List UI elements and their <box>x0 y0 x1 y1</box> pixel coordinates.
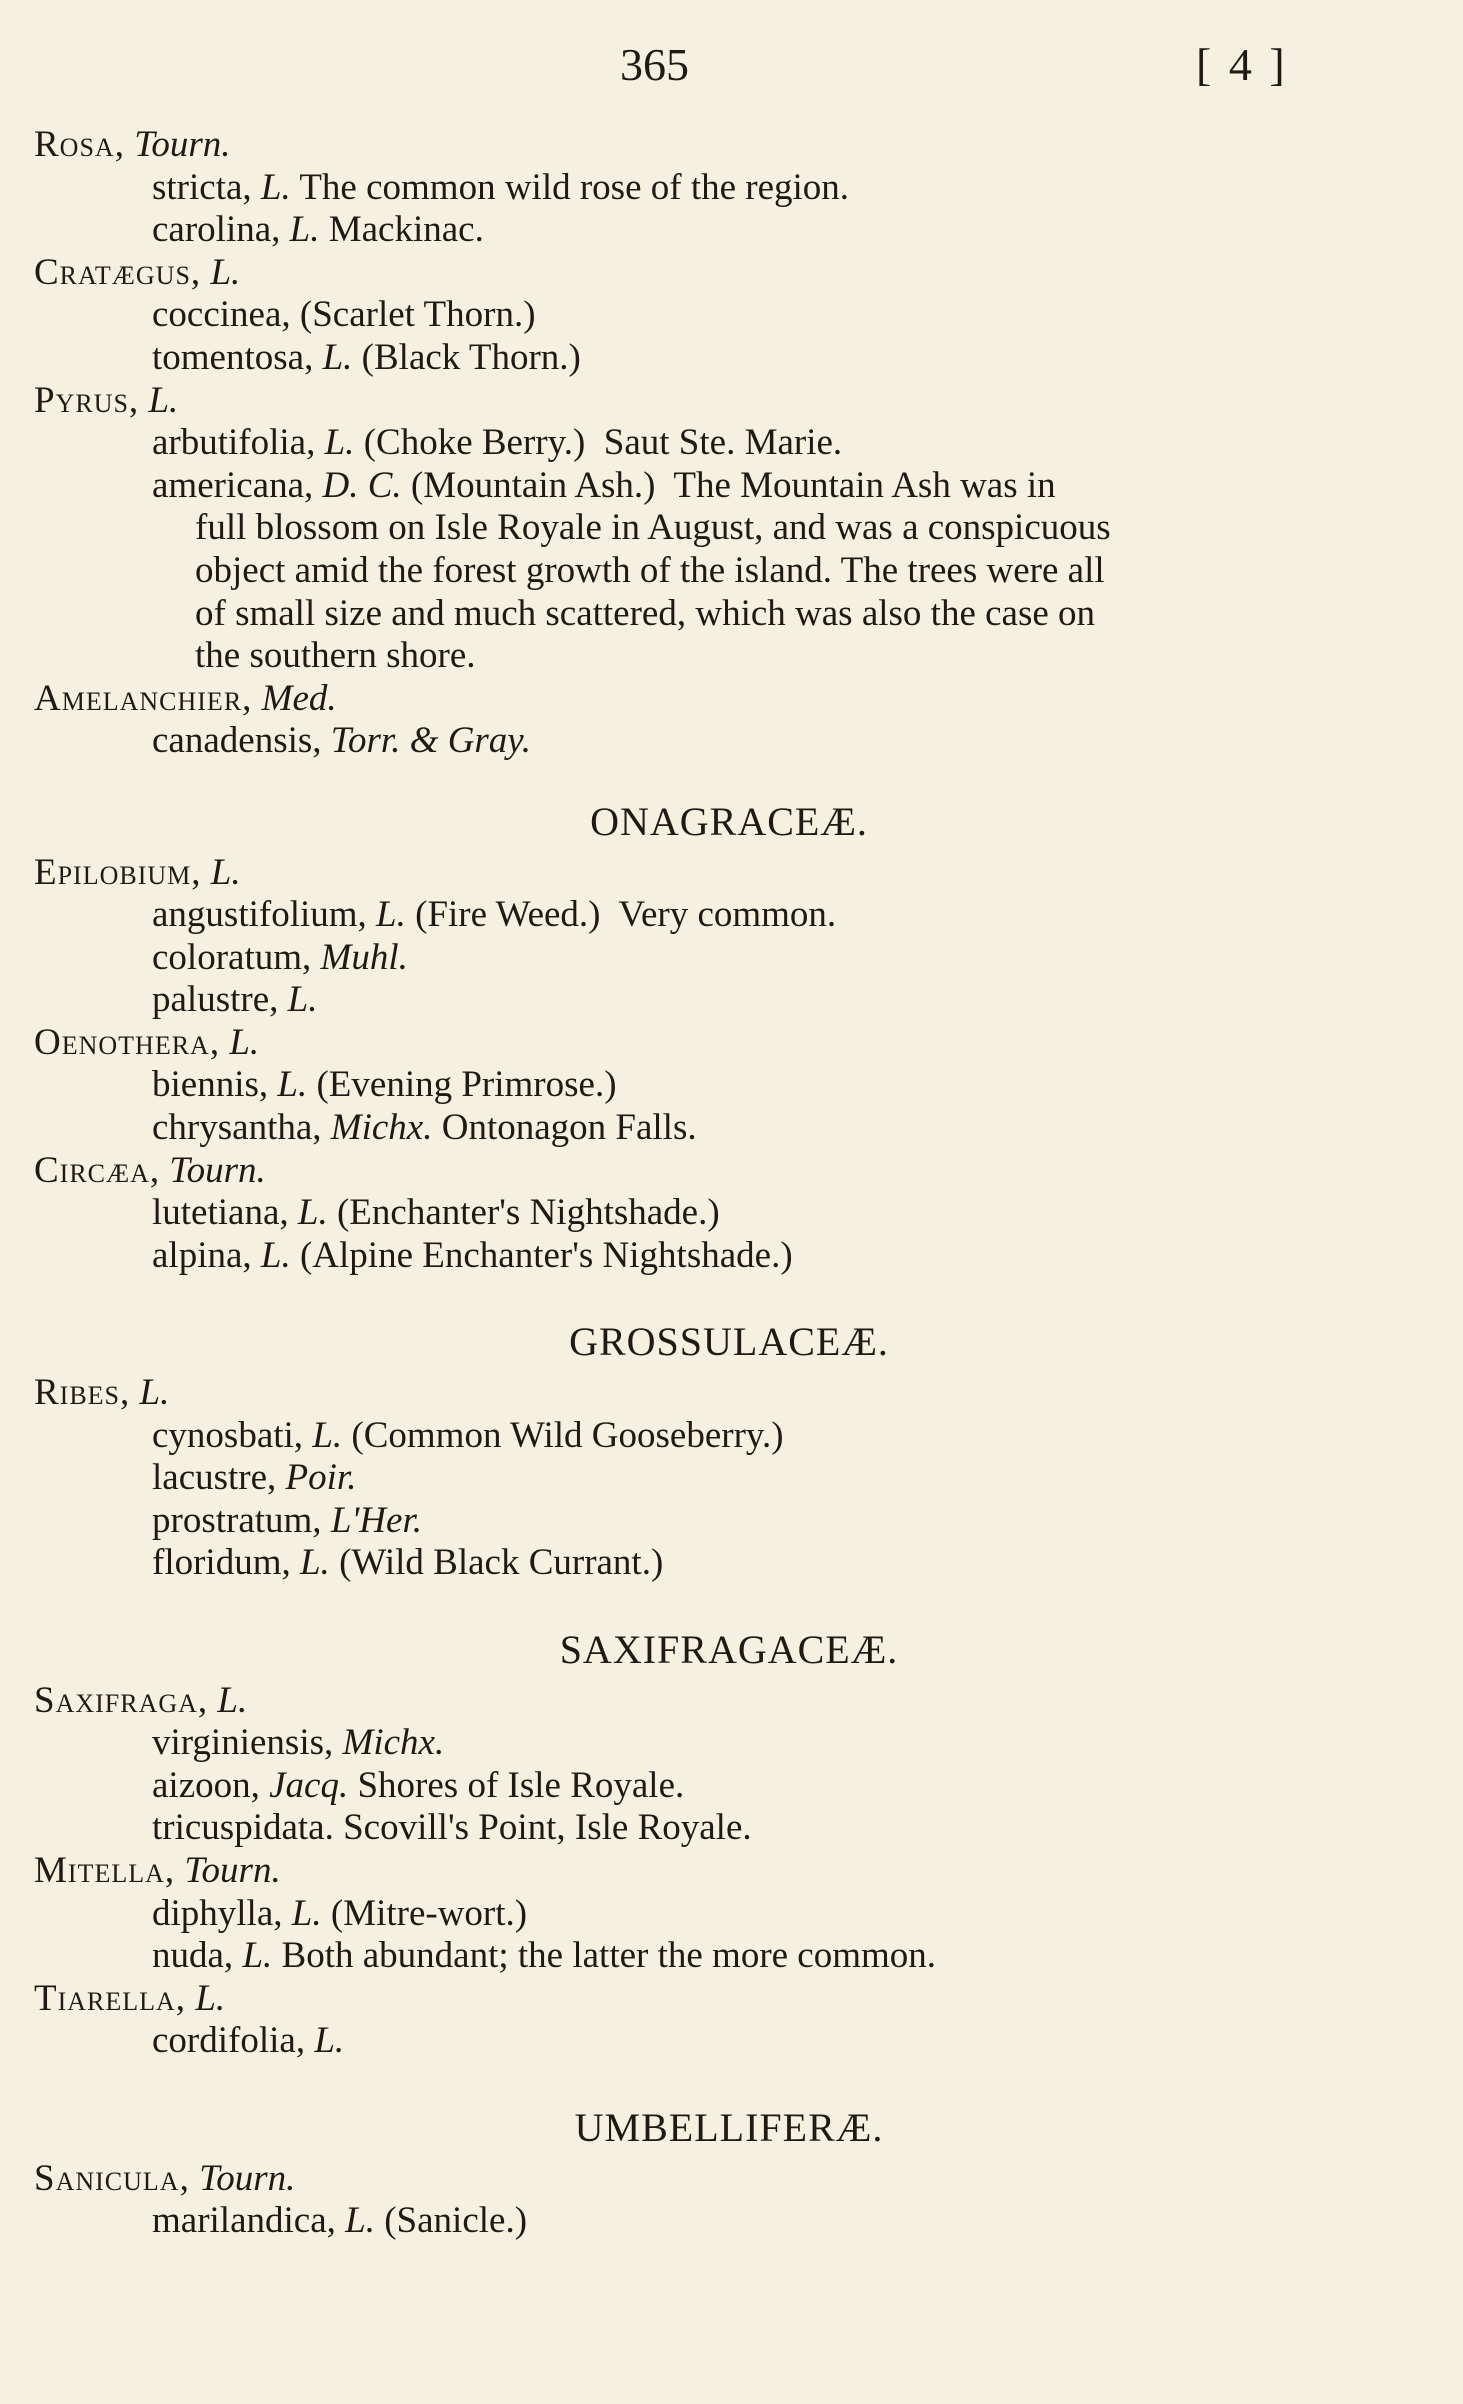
authority: L. <box>299 1542 330 1584</box>
species-note: (Fire Weed.) Very common. <box>415 894 837 936</box>
authority: L. <box>229 1021 260 1063</box>
genus-name: Pyrus, <box>34 379 140 421</box>
authority: L. <box>242 1935 273 1977</box>
authority: Jacq. <box>269 1764 349 1806</box>
authority: L. <box>277 1064 308 1106</box>
species-entry <box>152 2200 1424 2243</box>
species-entry <box>152 1415 1424 1458</box>
description-continuation: full blossom on Isle Royale in August, and was a conspicuous <box>195 507 1111 549</box>
species-entry <box>152 1192 1424 1235</box>
species-note: Shores of Isle Royale. <box>357 1764 685 1806</box>
authority: Med. <box>261 677 337 719</box>
spacer <box>34 1672 1424 1680</box>
genus-entry <box>34 1372 1424 1415</box>
family-heading: SAXIFRAGACEÆ. <box>559 1627 899 1672</box>
species-name: nuda, <box>152 1935 234 1977</box>
authority: L. <box>297 1192 328 1234</box>
species-entry <box>152 979 1424 1022</box>
authority: L'Her. <box>330 1499 422 1541</box>
genus-name: Mitella, <box>34 1849 176 1891</box>
species-entry <box>152 465 1424 508</box>
page-number: 365 <box>620 39 689 90</box>
species-note: (Choke Berry.) Saut Ste. Marie. <box>363 422 843 464</box>
authority: L. <box>324 422 355 464</box>
spacer <box>34 1364 1424 1372</box>
species-name: alpina, <box>152 1234 252 1276</box>
species-entry <box>152 1542 1424 1585</box>
species-name: coloratum, <box>152 936 312 978</box>
species-entry <box>152 167 1424 210</box>
genus-entry <box>34 1850 1424 1893</box>
genus-name: Sanicula, <box>34 2157 190 2199</box>
species-entry <box>152 1235 1424 1278</box>
species-note: (Mountain Ash.) The Mountain Ash was in <box>410 464 1056 506</box>
species-note: Both abundant; the latter the more common. <box>281 1935 937 1977</box>
genus-name: Tiarella, <box>34 1977 187 2019</box>
species-note: (Wild Black Currant.) <box>339 1542 664 1584</box>
spacer <box>34 2063 1424 2107</box>
authority: L. <box>260 1234 291 1276</box>
genus-name: Cratægus, <box>34 251 202 293</box>
species-entry <box>152 1457 1424 1500</box>
species-name: floridum, <box>152 1542 291 1584</box>
genus-entry <box>34 124 1424 167</box>
species-name: cordifolia, <box>152 2020 306 2062</box>
species-note: (Enchanter's Nightshade.) <box>336 1192 720 1234</box>
species-name: cynosbati, <box>152 1414 304 1456</box>
authority: Torr. & Gray. <box>330 720 531 762</box>
authority: Tourn. <box>184 1849 281 1891</box>
genus-name: Circæa, <box>34 1149 161 1191</box>
authority: L. <box>210 251 241 293</box>
authority: L. <box>291 1892 322 1934</box>
authority: L. <box>345 2200 375 2242</box>
species-entry <box>152 294 1424 337</box>
species-note: (Scarlet Thorn.) <box>299 294 536 336</box>
species-entry <box>152 209 1424 252</box>
species-name: lacustre, <box>152 1457 277 1499</box>
genus-entry <box>34 2158 1424 2201</box>
species-name: canadensis, <box>152 720 322 762</box>
species-entry <box>152 2020 1424 2063</box>
authority: L. <box>210 851 241 893</box>
authority: L. <box>139 1372 170 1414</box>
genus-entry <box>34 1022 1424 1065</box>
genus-name: Amelanchier, <box>34 677 253 719</box>
species-entry <box>152 1765 1424 1808</box>
species-name: lutetiana, <box>152 1192 289 1234</box>
species-entry <box>152 422 1424 465</box>
genus-name: Saxifraga, <box>34 1679 209 1721</box>
species-note: The common wild rose of the region. <box>299 166 850 208</box>
spacer <box>34 1585 1424 1629</box>
species-name: angustifolium, <box>152 894 367 936</box>
species-name: americana, <box>152 464 314 506</box>
species-note: (Alpine Enchanter's Nightshade.) <box>299 1234 793 1276</box>
authority: Tourn. <box>134 124 231 165</box>
species-entry <box>152 720 1424 763</box>
authority: L. <box>260 166 291 208</box>
genus-entry <box>34 1978 1424 2021</box>
genus-entry <box>34 1680 1424 1723</box>
species-name: tomentosa, <box>152 336 314 378</box>
authority: Michx. <box>342 1722 445 1764</box>
family-heading: UMBELLIFERÆ. <box>574 2104 884 2150</box>
authority: L. <box>195 1977 226 2019</box>
genus-entry <box>34 678 1424 721</box>
species-entry <box>152 1064 1424 1107</box>
species-name: biennis, <box>152 1064 269 1106</box>
species-name: aizoon, <box>152 1764 260 1806</box>
genus-entry <box>34 252 1424 295</box>
species-name: carolina, <box>152 209 281 251</box>
species-note: (Sanicle.) <box>384 2200 528 2242</box>
genus-name: Rosa, <box>34 124 125 165</box>
species-name: tricuspidata. <box>152 1807 334 1849</box>
authority: Muhl. <box>320 936 408 978</box>
spacer <box>34 763 1424 801</box>
description-continuation: of small size and much scattered, which was also the case on <box>195 592 1096 634</box>
species-name: arbutifolia, <box>152 422 316 464</box>
species-name: prostratum, <box>152 1499 322 1541</box>
authority: L. <box>217 1679 248 1721</box>
description-continuation: the southern shore. <box>195 635 476 677</box>
species-note: Ontonagon Falls. <box>441 1107 697 1149</box>
authority: Michx. <box>330 1107 433 1149</box>
species-entry <box>152 1893 1424 1936</box>
species-name: stricta, <box>152 166 252 208</box>
species-note: (Common Wild Gooseberry.) <box>351 1414 784 1456</box>
genus-entry <box>34 1150 1424 1193</box>
authority: L. <box>314 2020 345 2062</box>
section-number: [ 4 ] <box>1196 39 1288 90</box>
species-entry <box>152 937 1424 980</box>
spacer <box>34 1277 1424 1321</box>
species-entry <box>152 894 1424 937</box>
species-name: coccinea, <box>152 294 291 336</box>
description-continuation: object amid the forest growth of the island. The trees were all <box>195 549 1105 591</box>
authority: D. C. <box>322 464 402 506</box>
species-list <box>34 124 1424 2243</box>
family-heading: GROSSULACEÆ. <box>569 1319 889 1365</box>
family-heading: ONAGRACEÆ. <box>590 798 868 844</box>
authority: Poir. <box>285 1457 357 1499</box>
genus-name: Oenothera, <box>34 1021 221 1063</box>
authority: L. <box>312 1414 343 1456</box>
species-entry <box>152 1722 1424 1765</box>
genus-name: Ribes, <box>34 1372 131 1414</box>
authority: L. <box>289 209 320 251</box>
authority: Tourn. <box>199 2157 296 2199</box>
species-note: (Mitre-wort.) <box>330 1892 528 1934</box>
authority: L. <box>287 979 318 1021</box>
authority: L. <box>148 379 179 421</box>
spacer <box>34 2150 1424 2158</box>
genus-entry <box>34 852 1424 895</box>
species-note: (Black Thorn.) <box>361 336 581 378</box>
genus-name: Epilobium, <box>34 851 202 893</box>
species-name: marilandica, <box>152 2200 336 2242</box>
species-note: Mackinac. <box>328 209 484 251</box>
species-entry <box>152 1807 1424 1850</box>
species-entry <box>152 337 1424 380</box>
species-name: palustre, <box>152 979 279 1021</box>
spacer <box>34 844 1424 852</box>
species-entry <box>152 1107 1424 1150</box>
authority: L. <box>376 894 406 936</box>
authority: L. <box>322 336 353 378</box>
species-entry <box>152 1935 1424 1978</box>
species-note: Scovill's Point, Isle Royale. <box>343 1807 752 1849</box>
species-entry <box>152 1500 1424 1543</box>
genus-entry <box>34 380 1424 423</box>
species-name: virginiensis, <box>152 1722 334 1764</box>
species-note: (Evening Primrose.) <box>316 1064 617 1106</box>
page-header <box>0 38 1463 98</box>
species-name: chrysantha, <box>152 1107 322 1149</box>
authority: Tourn. <box>169 1149 266 1191</box>
species-name: diphylla, <box>152 1892 283 1934</box>
